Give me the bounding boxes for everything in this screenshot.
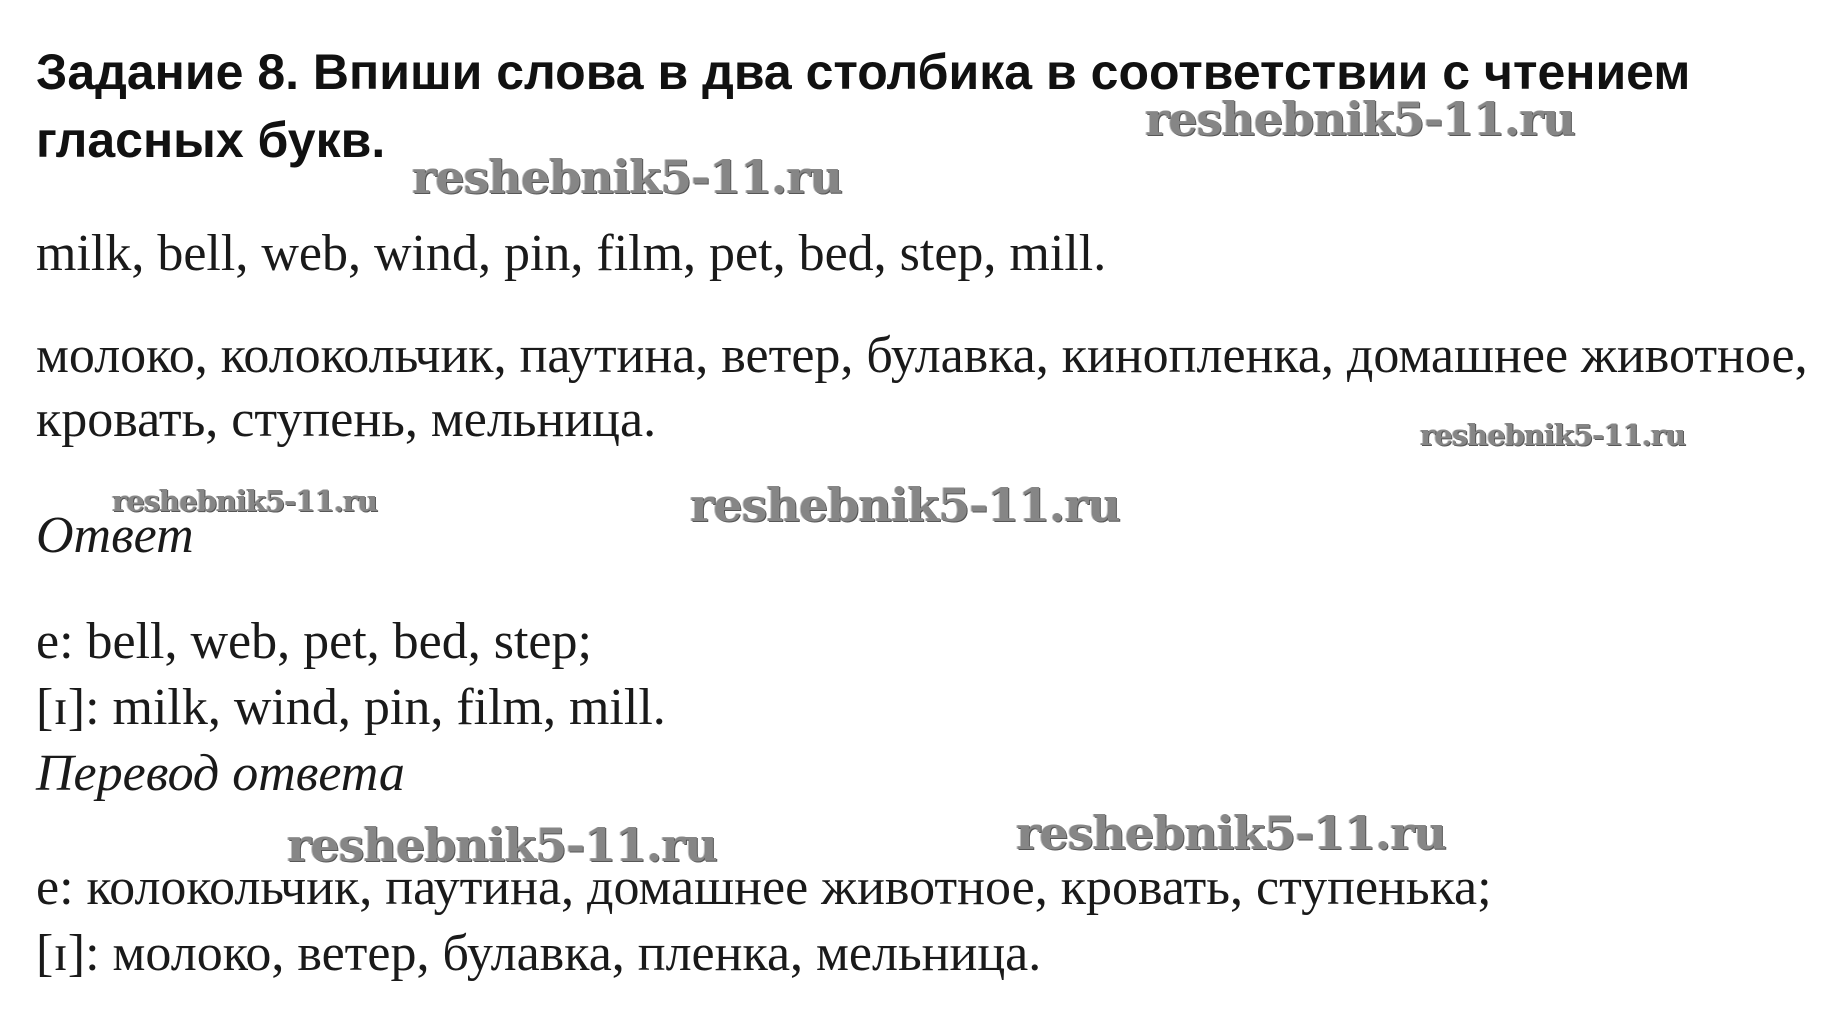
watermark: reshebnik5-11.ru: [1420, 418, 1686, 452]
watermark: reshebnik5-11.ru: [112, 484, 378, 518]
russian-words-paragraph: молоко, колокольчик, паутина, ветер, булавка, кинопленка, домашнее животное, кровать, ступень, мельница.: [36, 327, 1808, 448]
watermark: reshebnik5-11.ru: [1016, 806, 1446, 860]
watermark: reshebnik5-11.ru: [1145, 92, 1575, 146]
translation-i-line: [ɪ]: молоко, ветер, булавка, пленка, мельница.: [36, 925, 1042, 982]
watermark: reshebnik5-11.ru: [412, 150, 842, 204]
english-words-line: milk, bell, web, wind, pin, film, pet, bed, step, mill.: [36, 225, 1107, 282]
watermark: reshebnik5-11.ru: [287, 818, 717, 872]
translation-heading: Перевод ответа: [36, 745, 405, 802]
answer-i-line: [ɪ]: milk, wind, pin, film, mill.: [36, 679, 666, 736]
translation-e-line: e: колокольчик, паутина, домашнее животное, кровать, ступенька;: [36, 859, 1492, 916]
watermark: reshebnik5-11.ru: [690, 478, 1120, 532]
task-title: Задание 8. Впиши слова в два столбика в соответствии с чтением гласных букв.: [36, 44, 1691, 168]
answer-e-line: e: bell, web, pet, bed, step;: [36, 613, 592, 670]
answer-heading: Ответ: [36, 507, 194, 564]
